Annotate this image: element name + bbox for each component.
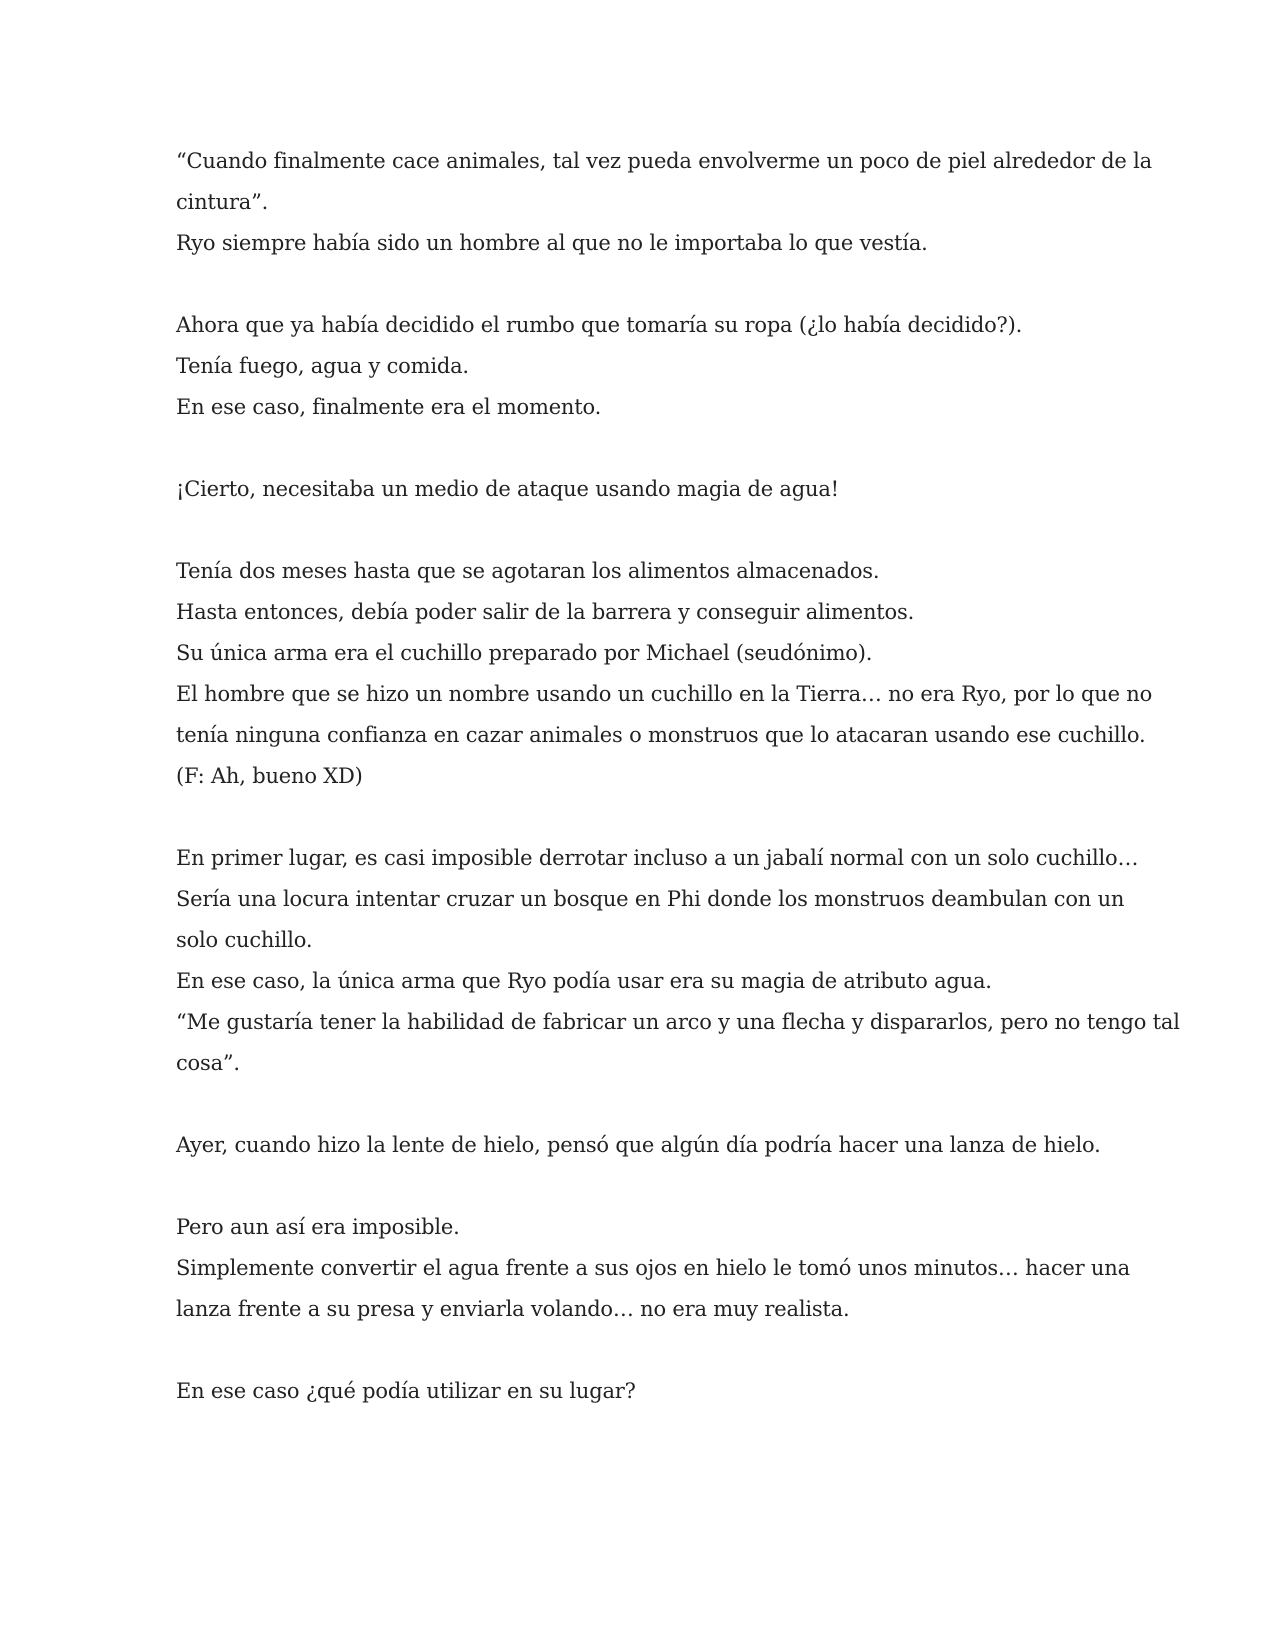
text-line: Ryo siempre había sido un hombre al que no le importaba lo que vestía.	[176, 231, 928, 255]
text-line: En ese caso, finalmente era el momento.	[176, 395, 602, 419]
text-line: Hasta entonces, debía poder salir de la barrera y conseguir alimentos.	[176, 600, 915, 624]
text-line: (F: Ah, bueno XD)	[176, 764, 363, 788]
paragraph-spacer	[176, 1330, 1106, 1371]
paragraph-spacer	[176, 428, 1106, 469]
text-line: En ese caso, la única arma que Ryo podía usar era su magia de atributo agua.	[176, 969, 992, 993]
paragraph-spacer	[176, 797, 1106, 838]
text-line: ¡Cierto, necesitaba un medio de ataque usando magia de agua!	[176, 477, 839, 501]
document-body	[176, 141, 1180, 1412]
text-line: Ahora que ya había decidido el rumbo que tomaría su ropa (¿lo había decidido?).	[176, 313, 1023, 337]
text-line: En primer lugar, es casi imposible derrotar incluso a un jabalí normal con un solo cuchillo…	[176, 846, 1139, 870]
text-line: Tenía fuego, agua y comida.	[176, 354, 469, 378]
text-line: cosa”.	[176, 1051, 240, 1075]
text-line: En ese caso ¿qué podía utilizar en su lugar?	[176, 1379, 636, 1403]
text-line: Pero aun así era imposible.	[176, 1215, 460, 1239]
text-line: El hombre que se hizo un nombre usando un cuchillo en la Tierra… no era Ryo, por lo que no	[176, 682, 1153, 706]
text-line: cintura”.	[176, 190, 269, 214]
text-line: “Cuando finalmente cace animales, tal vez pueda envolverme un poco de piel alrededor de la	[176, 149, 1152, 173]
paragraph-spacer	[176, 264, 1106, 305]
paragraph-spacer	[176, 1166, 1106, 1207]
text-line: Su única arma era el cuchillo preparado por Michael (seudónimo).	[176, 641, 873, 665]
text-line: solo cuchillo.	[176, 928, 313, 952]
text-line: “Me gustaría tener la habilidad de fabricar un arco y una flecha y dispararlos, pero no tengo tal	[176, 1010, 1180, 1034]
text-line: Sería una locura intentar cruzar un bosque en Phi donde los monstruos deambulan con un	[176, 887, 1125, 911]
paragraph-spacer	[176, 1084, 1106, 1125]
text-line: lanza frente a su presa y enviarla volando… no era muy realista.	[176, 1297, 850, 1321]
text-line: Ayer, cuando hizo la lente de hielo, pensó que algún día podría hacer una lanza de hielo.	[176, 1133, 1101, 1157]
text-line: Simplemente convertir el agua frente a sus ojos en hielo le tomó unos minutos… hacer una	[176, 1256, 1130, 1280]
text-line: tenía ninguna confianza en cazar animales o monstruos que lo atacaran usando ese cuchillo.	[176, 723, 1146, 747]
paragraph-spacer	[176, 510, 1106, 551]
text-line: Tenía dos meses hasta que se agotaran los alimentos almacenados.	[176, 559, 880, 583]
